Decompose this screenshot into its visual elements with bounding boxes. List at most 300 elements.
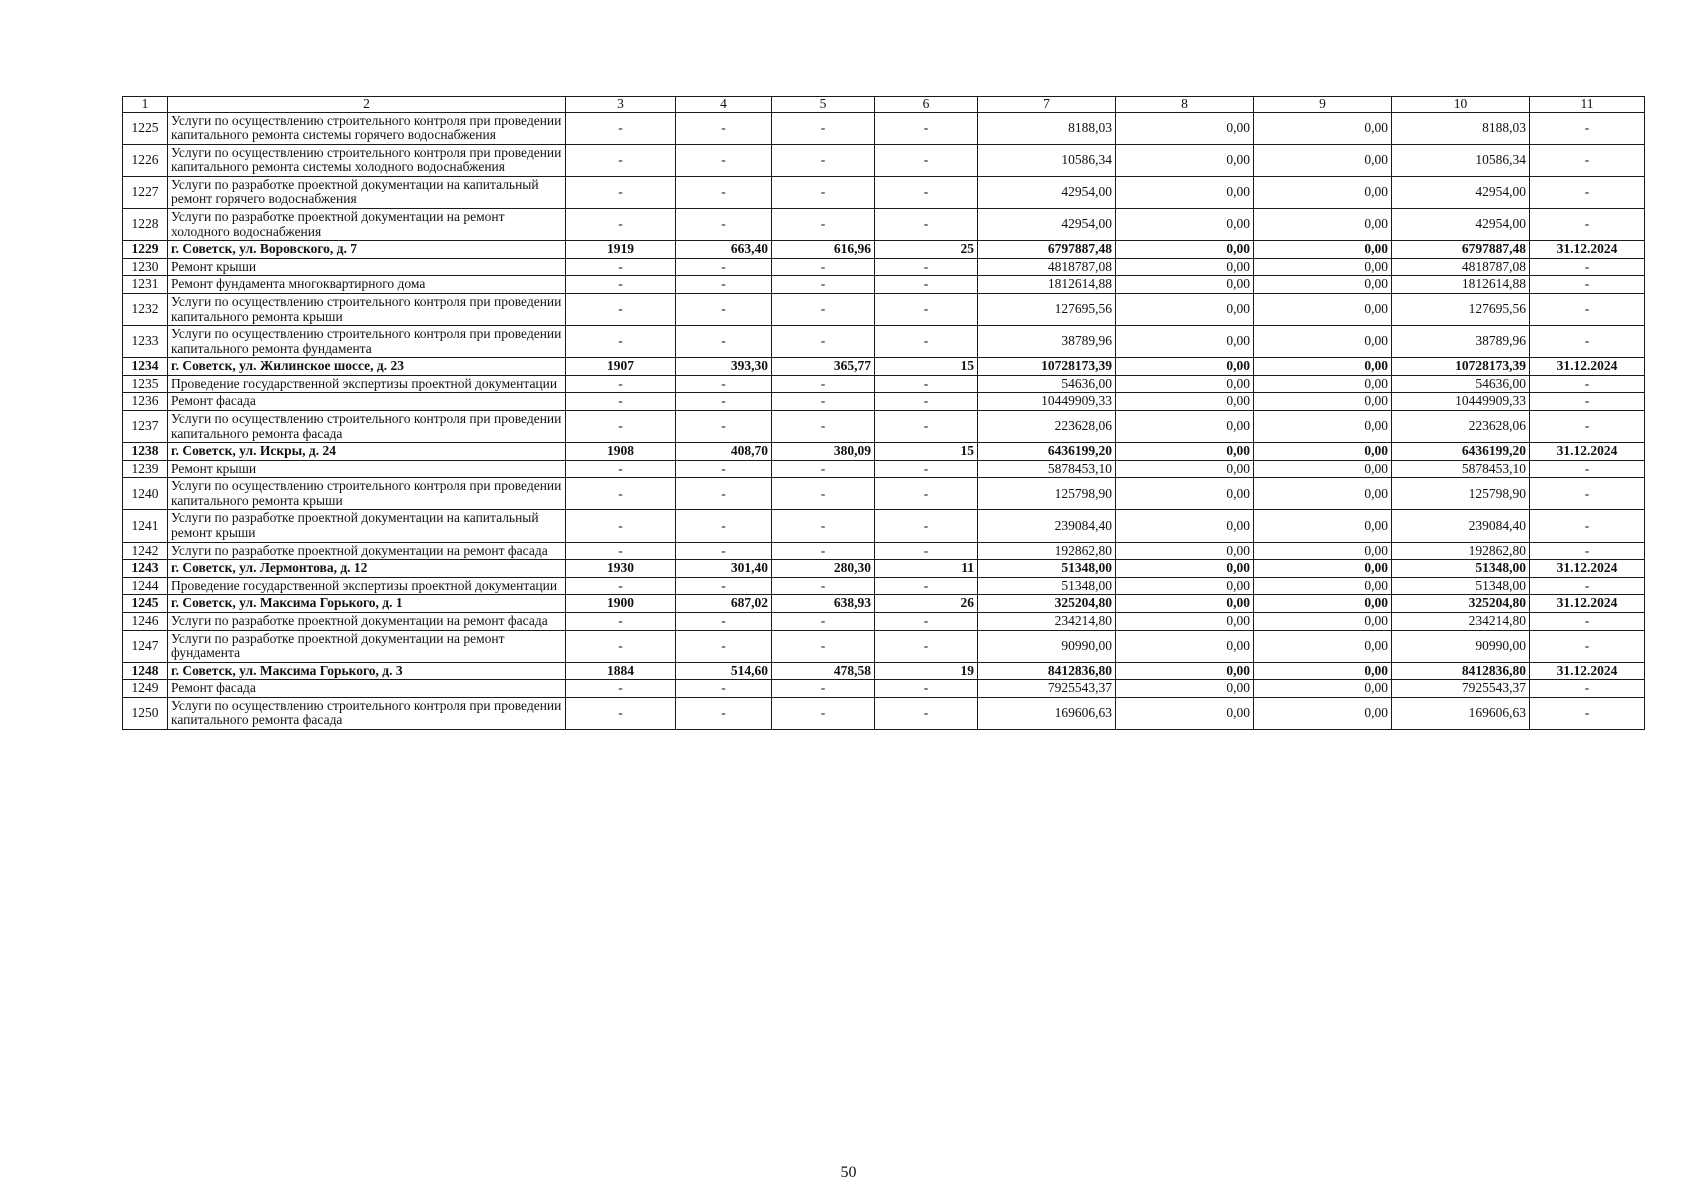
- col6-cell: -: [875, 630, 978, 662]
- col9-cell: 0,00: [1254, 293, 1392, 325]
- col11-cell: -: [1530, 630, 1645, 662]
- col6-cell: -: [875, 176, 978, 208]
- col4-cell: 663,40: [676, 241, 772, 259]
- col10-cell: 10449909,33: [1392, 393, 1530, 411]
- col5-cell: 365,77: [772, 358, 875, 376]
- col11-cell: 31.12.2024: [1530, 595, 1645, 613]
- col10-cell: 10728173,39: [1392, 358, 1530, 376]
- work-name-cell: Ремонт фасада: [168, 680, 566, 698]
- col3-cell: -: [566, 326, 676, 358]
- col8-cell: 0,00: [1116, 393, 1254, 411]
- col9-cell: 0,00: [1254, 276, 1392, 294]
- row-number-cell: 1234: [123, 358, 168, 376]
- column-header: 10: [1392, 97, 1530, 113]
- col11-cell: -: [1530, 276, 1645, 294]
- col9-cell: 0,00: [1254, 612, 1392, 630]
- col9-cell: 0,00: [1254, 510, 1392, 542]
- col3-cell: -: [566, 410, 676, 442]
- table-row: [123, 510, 1645, 542]
- col7-cell: 54636,00: [978, 375, 1116, 393]
- col5-cell: -: [772, 293, 875, 325]
- work-name-cell: Услуги по осуществлению строительного контроля при проведении капитального ремонта системы холодного водоснабжения: [168, 144, 566, 176]
- row-number-cell: 1238: [123, 443, 168, 461]
- col11-cell: 31.12.2024: [1530, 241, 1645, 259]
- col4-cell: -: [676, 375, 772, 393]
- col3-cell: 1919: [566, 241, 676, 259]
- row-number-cell: 1231: [123, 276, 168, 294]
- col4-cell: -: [676, 630, 772, 662]
- column-header: 6: [875, 97, 978, 113]
- col10-cell: 325204,80: [1392, 595, 1530, 613]
- col11-cell: 31.12.2024: [1530, 358, 1645, 376]
- col10-cell: 234214,80: [1392, 612, 1530, 630]
- col6-cell: 15: [875, 443, 978, 461]
- row-number-cell: 1243: [123, 560, 168, 578]
- col10-cell: 5878453,10: [1392, 460, 1530, 478]
- column-header: 1: [123, 97, 168, 113]
- table-row: [123, 258, 1645, 276]
- col3-cell: -: [566, 460, 676, 478]
- col4-cell: -: [676, 112, 772, 144]
- col3-cell: -: [566, 393, 676, 411]
- col8-cell: 0,00: [1116, 293, 1254, 325]
- row-number-cell: 1248: [123, 662, 168, 680]
- row-number-cell: 1249: [123, 680, 168, 698]
- col10-cell: 4818787,08: [1392, 258, 1530, 276]
- col10-cell: 54636,00: [1392, 375, 1530, 393]
- row-number-cell: 1229: [123, 241, 168, 259]
- col4-cell: -: [676, 478, 772, 510]
- col9-cell: 0,00: [1254, 112, 1392, 144]
- col10-cell: 7925543,37: [1392, 680, 1530, 698]
- col10-cell: 90990,00: [1392, 630, 1530, 662]
- col8-cell: 0,00: [1116, 510, 1254, 542]
- col6-cell: -: [875, 478, 978, 510]
- row-number-cell: 1241: [123, 510, 168, 542]
- table-body: [123, 112, 1645, 729]
- col9-cell: 0,00: [1254, 410, 1392, 442]
- col5-cell: -: [772, 176, 875, 208]
- work-name-cell: Ремонт фасада: [168, 393, 566, 411]
- col9-cell: 0,00: [1254, 443, 1392, 461]
- col3-cell: -: [566, 612, 676, 630]
- col6-cell: -: [875, 209, 978, 241]
- row-number-cell: 1236: [123, 393, 168, 411]
- column-header: 3: [566, 97, 676, 113]
- col9-cell: 0,00: [1254, 358, 1392, 376]
- table-row: [123, 176, 1645, 208]
- col3-cell: -: [566, 577, 676, 595]
- col5-cell: 616,96: [772, 241, 875, 259]
- row-number-cell: 1226: [123, 144, 168, 176]
- work-name-cell: Ремонт крыши: [168, 460, 566, 478]
- col11-cell: -: [1530, 680, 1645, 698]
- col3-cell: -: [566, 112, 676, 144]
- table-row: [123, 326, 1645, 358]
- col4-cell: -: [676, 144, 772, 176]
- row-number-cell: 1230: [123, 258, 168, 276]
- col4-cell: -: [676, 393, 772, 411]
- column-header: 9: [1254, 97, 1392, 113]
- col4-cell: -: [676, 326, 772, 358]
- col7-cell: 192862,80: [978, 542, 1116, 560]
- col7-cell: 6436199,20: [978, 443, 1116, 461]
- work-name-cell: г. Советск, ул. Максима Горького, д. 1: [168, 595, 566, 613]
- col4-cell: -: [676, 697, 772, 729]
- col3-cell: -: [566, 478, 676, 510]
- col7-cell: 8188,03: [978, 112, 1116, 144]
- table-row: [123, 410, 1645, 442]
- col7-cell: 7925543,37: [978, 680, 1116, 698]
- col9-cell: 0,00: [1254, 697, 1392, 729]
- row-number-cell: 1227: [123, 176, 168, 208]
- row-number-cell: 1247: [123, 630, 168, 662]
- table-row: [123, 460, 1645, 478]
- col5-cell: -: [772, 375, 875, 393]
- col11-cell: -: [1530, 510, 1645, 542]
- col11-cell: -: [1530, 112, 1645, 144]
- col6-cell: 11: [875, 560, 978, 578]
- col8-cell: 0,00: [1116, 697, 1254, 729]
- col10-cell: 42954,00: [1392, 209, 1530, 241]
- table-row: [123, 680, 1645, 698]
- col4-cell: -: [676, 542, 772, 560]
- col3-cell: -: [566, 293, 676, 325]
- row-number-cell: 1246: [123, 612, 168, 630]
- col9-cell: 0,00: [1254, 542, 1392, 560]
- col4-cell: 408,70: [676, 443, 772, 461]
- col6-cell: -: [875, 258, 978, 276]
- col6-cell: 15: [875, 358, 978, 376]
- col10-cell: 51348,00: [1392, 560, 1530, 578]
- col8-cell: 0,00: [1116, 358, 1254, 376]
- col8-cell: 0,00: [1116, 662, 1254, 680]
- col7-cell: 90990,00: [978, 630, 1116, 662]
- col7-cell: 42954,00: [978, 209, 1116, 241]
- col11-cell: 31.12.2024: [1530, 560, 1645, 578]
- col9-cell: 0,00: [1254, 595, 1392, 613]
- work-name-cell: г. Советск, ул. Жилинское шоссе, д. 23: [168, 358, 566, 376]
- col8-cell: 0,00: [1116, 542, 1254, 560]
- col6-cell: -: [875, 510, 978, 542]
- col5-cell: -: [772, 209, 875, 241]
- work-name-cell: Проведение государственной экспертизы проектной документации: [168, 375, 566, 393]
- column-header: 2: [168, 97, 566, 113]
- col3-cell: -: [566, 176, 676, 208]
- col4-cell: 393,30: [676, 358, 772, 376]
- col11-cell: -: [1530, 393, 1645, 411]
- row-number-cell: 1244: [123, 577, 168, 595]
- row-number-cell: 1235: [123, 375, 168, 393]
- work-name-cell: Услуги по осуществлению строительного контроля при проведении капитального ремонта фасада: [168, 697, 566, 729]
- col5-cell: -: [772, 112, 875, 144]
- col11-cell: -: [1530, 209, 1645, 241]
- col6-cell: -: [875, 293, 978, 325]
- col5-cell: 478,58: [772, 662, 875, 680]
- work-name-cell: Услуги по разработке проектной документации на ремонт холодного водоснабжения: [168, 209, 566, 241]
- col4-cell: -: [676, 612, 772, 630]
- col9-cell: 0,00: [1254, 375, 1392, 393]
- column-header: 7: [978, 97, 1116, 113]
- col9-cell: 0,00: [1254, 393, 1392, 411]
- col8-cell: 0,00: [1116, 144, 1254, 176]
- col10-cell: 6797887,48: [1392, 241, 1530, 259]
- col5-cell: -: [772, 393, 875, 411]
- col9-cell: 0,00: [1254, 176, 1392, 208]
- work-name-cell: Ремонт фундамента многоквартирного дома: [168, 276, 566, 294]
- col7-cell: 325204,80: [978, 595, 1116, 613]
- col6-cell: -: [875, 144, 978, 176]
- col8-cell: 0,00: [1116, 680, 1254, 698]
- work-name-cell: Услуги по разработке проектной документации на капитальный ремонт крыши: [168, 510, 566, 542]
- col5-cell: -: [772, 577, 875, 595]
- col5-cell: -: [772, 478, 875, 510]
- row-number-cell: 1237: [123, 410, 168, 442]
- col6-cell: -: [875, 375, 978, 393]
- column-header: 5: [772, 97, 875, 113]
- col3-cell: -: [566, 144, 676, 176]
- table-row: [123, 697, 1645, 729]
- col6-cell: 26: [875, 595, 978, 613]
- col7-cell: 234214,80: [978, 612, 1116, 630]
- work-name-cell: г. Советск, ул. Искры, д. 24: [168, 443, 566, 461]
- col9-cell: 0,00: [1254, 478, 1392, 510]
- col7-cell: 239084,40: [978, 510, 1116, 542]
- col6-cell: -: [875, 112, 978, 144]
- table-row: [123, 276, 1645, 294]
- col6-cell: -: [875, 697, 978, 729]
- col3-cell: -: [566, 209, 676, 241]
- col4-cell: -: [676, 510, 772, 542]
- address-row: [123, 560, 1645, 578]
- col5-cell: -: [772, 510, 875, 542]
- col7-cell: 38789,96: [978, 326, 1116, 358]
- col6-cell: -: [875, 393, 978, 411]
- work-name-cell: Услуги по осуществлению строительного контроля при проведении капитального ремонта системы горячего водоснабжения: [168, 112, 566, 144]
- table-row: [123, 209, 1645, 241]
- col3-cell: 1908: [566, 443, 676, 461]
- col8-cell: 0,00: [1116, 595, 1254, 613]
- col5-cell: -: [772, 460, 875, 478]
- work-name-cell: г. Советск, ул. Лермонтова, д. 12: [168, 560, 566, 578]
- work-name-cell: Проведение государственной экспертизы проектной документации: [168, 577, 566, 595]
- work-name-cell: г. Советск, ул. Воровского, д. 7: [168, 241, 566, 259]
- col9-cell: 0,00: [1254, 241, 1392, 259]
- col9-cell: 0,00: [1254, 460, 1392, 478]
- col8-cell: 0,00: [1116, 478, 1254, 510]
- col8-cell: 0,00: [1116, 460, 1254, 478]
- col8-cell: 0,00: [1116, 630, 1254, 662]
- col3-cell: -: [566, 276, 676, 294]
- table-row: [123, 375, 1645, 393]
- col11-cell: -: [1530, 612, 1645, 630]
- col3-cell: -: [566, 680, 676, 698]
- table-row: [123, 542, 1645, 560]
- col3-cell: 1900: [566, 595, 676, 613]
- row-number-cell: 1228: [123, 209, 168, 241]
- col9-cell: 0,00: [1254, 209, 1392, 241]
- repair-schedule-table: [122, 96, 1645, 730]
- column-header: 11: [1530, 97, 1645, 113]
- col6-cell: -: [875, 410, 978, 442]
- col7-cell: 127695,56: [978, 293, 1116, 325]
- col10-cell: 1812614,88: [1392, 276, 1530, 294]
- col4-cell: -: [676, 176, 772, 208]
- col5-cell: -: [772, 276, 875, 294]
- col8-cell: 0,00: [1116, 560, 1254, 578]
- col6-cell: 19: [875, 662, 978, 680]
- table-row: [123, 144, 1645, 176]
- col6-cell: -: [875, 460, 978, 478]
- col8-cell: 0,00: [1116, 577, 1254, 595]
- col11-cell: 31.12.2024: [1530, 443, 1645, 461]
- row-number-cell: 1225: [123, 112, 168, 144]
- col10-cell: 42954,00: [1392, 176, 1530, 208]
- row-number-cell: 1232: [123, 293, 168, 325]
- col5-cell: -: [772, 542, 875, 560]
- col9-cell: 0,00: [1254, 680, 1392, 698]
- col11-cell: -: [1530, 542, 1645, 560]
- col9-cell: 0,00: [1254, 144, 1392, 176]
- col11-cell: 31.12.2024: [1530, 662, 1645, 680]
- col6-cell: -: [875, 680, 978, 698]
- col8-cell: 0,00: [1116, 176, 1254, 208]
- col7-cell: 51348,00: [978, 560, 1116, 578]
- work-name-cell: Услуги по осуществлению строительного контроля при проведении капитального ремонта крыши: [168, 293, 566, 325]
- address-row: [123, 241, 1645, 259]
- address-row: [123, 443, 1645, 461]
- col8-cell: 0,00: [1116, 112, 1254, 144]
- work-name-cell: г. Советск, ул. Максима Горького, д. 3: [168, 662, 566, 680]
- col10-cell: 125798,90: [1392, 478, 1530, 510]
- row-number-cell: 1233: [123, 326, 168, 358]
- col4-cell: -: [676, 258, 772, 276]
- col11-cell: -: [1530, 258, 1645, 276]
- col3-cell: -: [566, 510, 676, 542]
- col10-cell: 51348,00: [1392, 577, 1530, 595]
- col11-cell: -: [1530, 697, 1645, 729]
- col7-cell: 169606,63: [978, 697, 1116, 729]
- column-header: 8: [1116, 97, 1254, 113]
- col10-cell: 192862,80: [1392, 542, 1530, 560]
- col3-cell: -: [566, 630, 676, 662]
- col3-cell: 1884: [566, 662, 676, 680]
- table-row: [123, 478, 1645, 510]
- table-row: [123, 612, 1645, 630]
- col11-cell: -: [1530, 478, 1645, 510]
- address-row: [123, 358, 1645, 376]
- col5-cell: -: [772, 326, 875, 358]
- page-number: 50: [840, 1164, 857, 1181]
- col4-cell: -: [676, 410, 772, 442]
- column-header: 4: [676, 97, 772, 113]
- col4-cell: -: [676, 209, 772, 241]
- col7-cell: 223628,06: [978, 410, 1116, 442]
- col5-cell: 638,93: [772, 595, 875, 613]
- col4-cell: -: [676, 293, 772, 325]
- col7-cell: 6797887,48: [978, 241, 1116, 259]
- col10-cell: 127695,56: [1392, 293, 1530, 325]
- col8-cell: 0,00: [1116, 612, 1254, 630]
- col10-cell: 239084,40: [1392, 510, 1530, 542]
- col7-cell: 42954,00: [978, 176, 1116, 208]
- col9-cell: 0,00: [1254, 560, 1392, 578]
- row-number-cell: 1239: [123, 460, 168, 478]
- col8-cell: 0,00: [1116, 209, 1254, 241]
- col8-cell: 0,00: [1116, 326, 1254, 358]
- col6-cell: -: [875, 276, 978, 294]
- col11-cell: -: [1530, 144, 1645, 176]
- col6-cell: -: [875, 577, 978, 595]
- row-number-cell: 1250: [123, 697, 168, 729]
- col11-cell: -: [1530, 293, 1645, 325]
- work-name-cell: Услуги по осуществлению строительного контроля при проведении капитального ремонта фасада: [168, 410, 566, 442]
- col11-cell: -: [1530, 326, 1645, 358]
- col10-cell: 8412836,80: [1392, 662, 1530, 680]
- table-row: [123, 577, 1645, 595]
- work-name-cell: Услуги по разработке проектной документации на ремонт фасада: [168, 612, 566, 630]
- col8-cell: 0,00: [1116, 375, 1254, 393]
- col9-cell: 0,00: [1254, 326, 1392, 358]
- col5-cell: -: [772, 258, 875, 276]
- work-name-cell: Ремонт крыши: [168, 258, 566, 276]
- work-name-cell: Услуги по осуществлению строительного контроля при проведении капитального ремонта крыши: [168, 478, 566, 510]
- col5-cell: -: [772, 410, 875, 442]
- col3-cell: 1930: [566, 560, 676, 578]
- table-row: [123, 293, 1645, 325]
- col10-cell: 169606,63: [1392, 697, 1530, 729]
- table-row: [123, 630, 1645, 662]
- col6-cell: -: [875, 612, 978, 630]
- col7-cell: 1812614,88: [978, 276, 1116, 294]
- col5-cell: 280,30: [772, 560, 875, 578]
- col5-cell: -: [772, 612, 875, 630]
- col9-cell: 0,00: [1254, 258, 1392, 276]
- col8-cell: 0,00: [1116, 258, 1254, 276]
- col10-cell: 223628,06: [1392, 410, 1530, 442]
- col7-cell: 4818787,08: [978, 258, 1116, 276]
- col11-cell: -: [1530, 460, 1645, 478]
- row-number-cell: 1245: [123, 595, 168, 613]
- col10-cell: 8188,03: [1392, 112, 1530, 144]
- col7-cell: 125798,90: [978, 478, 1116, 510]
- col4-cell: -: [676, 577, 772, 595]
- col5-cell: -: [772, 144, 875, 176]
- col8-cell: 0,00: [1116, 276, 1254, 294]
- column-number-header-row: [123, 97, 1645, 113]
- col3-cell: -: [566, 375, 676, 393]
- col11-cell: -: [1530, 577, 1645, 595]
- col7-cell: 5878453,10: [978, 460, 1116, 478]
- col7-cell: 10728173,39: [978, 358, 1116, 376]
- col10-cell: 6436199,20: [1392, 443, 1530, 461]
- col3-cell: -: [566, 697, 676, 729]
- col3-cell: 1907: [566, 358, 676, 376]
- col6-cell: -: [875, 542, 978, 560]
- address-row: [123, 662, 1645, 680]
- table-row: [123, 112, 1645, 144]
- col7-cell: 8412836,80: [978, 662, 1116, 680]
- col5-cell: -: [772, 697, 875, 729]
- work-name-cell: Услуги по разработке проектной документации на капитальный ремонт горячего водоснабжения: [168, 176, 566, 208]
- row-number-cell: 1240: [123, 478, 168, 510]
- col8-cell: 0,00: [1116, 241, 1254, 259]
- col7-cell: 51348,00: [978, 577, 1116, 595]
- col8-cell: 0,00: [1116, 410, 1254, 442]
- work-name-cell: Услуги по осуществлению строительного контроля при проведении капитального ремонта фундамента: [168, 326, 566, 358]
- col9-cell: 0,00: [1254, 630, 1392, 662]
- col3-cell: -: [566, 542, 676, 560]
